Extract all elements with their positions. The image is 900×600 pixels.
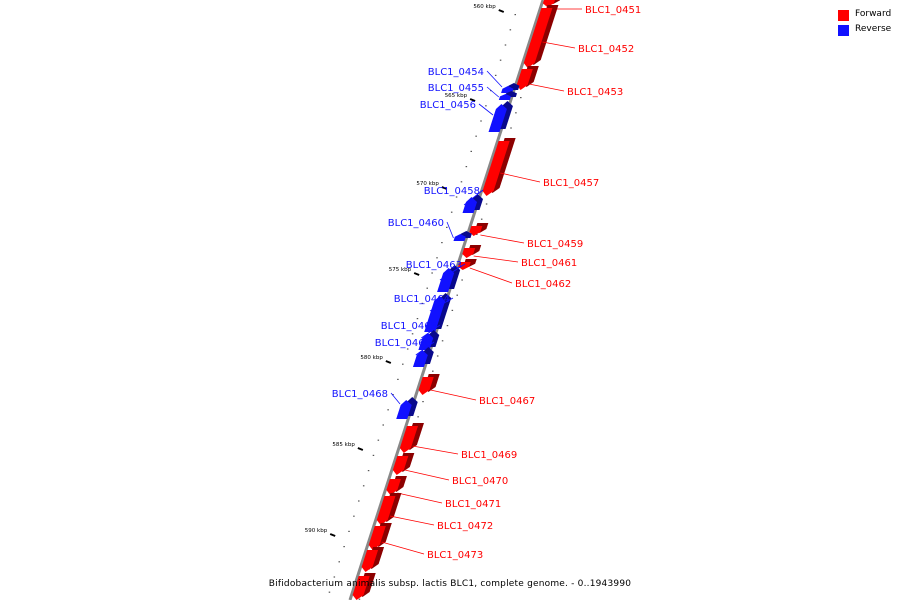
- tick-mark: [500, 60, 502, 61]
- tick-mark: [480, 120, 482, 121]
- tick-mark: [486, 203, 488, 204]
- legend-label-reverse: Reverse: [855, 24, 892, 34]
- tick-mark: [431, 272, 433, 273]
- reverse-swatch: [838, 25, 849, 36]
- tick-mark: [485, 105, 487, 106]
- gene-leader-line: [447, 222, 453, 238]
- tick-mark: [402, 364, 404, 365]
- gene-label: BLC1_0468: [331, 389, 388, 400]
- tick-mark: [505, 44, 507, 45]
- gene-label: BLC1_0465: [380, 321, 437, 332]
- gene-arrow-BLC1_0460: [388, 218, 472, 241]
- gene-leader-line: [397, 493, 442, 503]
- tick-mark: [343, 546, 345, 547]
- tick-mark: [461, 181, 463, 182]
- tick-mark: [447, 325, 449, 326]
- gene-arrow-BLC1_0458: [424, 186, 483, 213]
- scale-label: 560 kbp: [473, 4, 496, 10]
- gene-label: BLC1_0461: [521, 258, 578, 269]
- gene-label: BLC1_0457: [543, 178, 600, 189]
- scale-label: 570 kbp: [416, 181, 439, 187]
- legend-item-reverse: [838, 23, 900, 38]
- gene-label: BLC1_0452: [578, 44, 635, 55]
- gene-arrow-body: [462, 248, 475, 258]
- tick-mark: [446, 227, 448, 228]
- forward-swatch: [838, 10, 849, 21]
- gene-label: BLC1_0459: [527, 239, 584, 250]
- tick-mark: [470, 151, 472, 152]
- gene-arrow-BLC1_0467: [419, 374, 536, 407]
- tick-mark: [348, 531, 350, 532]
- gene-leader-line: [480, 235, 524, 243]
- gene-arrow-BLC1_0453: [517, 66, 624, 98]
- gene-leader-line: [405, 470, 449, 480]
- tick-mark: [461, 279, 463, 280]
- gene-label: BLC1_0467: [479, 396, 536, 407]
- tick-mark: [515, 112, 517, 113]
- gene-leader-line: [487, 87, 499, 97]
- scale-label: 565 kbp: [444, 93, 468, 99]
- scale-tick: [499, 10, 504, 12]
- gene-label: BLC1_0473: [427, 550, 484, 561]
- gene-label: BLC1_0455: [427, 83, 484, 94]
- gene-arrow-BLC1_0456: [420, 100, 513, 132]
- gene-arrow-BLC1_0459: [469, 223, 583, 250]
- gene-leader-line: [542, 42, 575, 48]
- gene-leader-line: [390, 516, 434, 525]
- tick-mark: [373, 455, 375, 456]
- tick-mark: [510, 29, 512, 30]
- tick-mark: [397, 379, 399, 380]
- tick-mark: [452, 310, 454, 311]
- tick-mark: [368, 470, 370, 471]
- tick-mark: [387, 409, 389, 410]
- gene-label: BLC1_0462: [515, 279, 572, 290]
- tick-mark: [456, 295, 458, 296]
- gene-arrow-BLC1_0451: [543, 0, 641, 16]
- tick-mark: [426, 288, 428, 289]
- gene-label: BLC1_0466: [374, 338, 431, 349]
- legend-item-forward: [838, 8, 900, 23]
- gene-leader-line: [413, 446, 458, 454]
- tick-mark: [520, 97, 522, 98]
- legend-label-forward: Forward: [855, 9, 892, 19]
- genome-caption: Bifidobacterium animalis subsp. lactis BLC1, complete genome. - 0..1943990: [268, 579, 632, 589]
- gene-leader-line: [500, 173, 540, 182]
- tick-mark: [378, 440, 380, 441]
- scale-tick: [358, 448, 363, 450]
- tick-mark: [466, 166, 468, 167]
- gene-label: BLC1_0463: [405, 260, 462, 271]
- gene-label: BLC1_0464: [393, 294, 450, 305]
- tick-mark: [436, 257, 438, 258]
- tick-mark: [437, 355, 439, 356]
- tick-mark: [334, 576, 336, 577]
- gene-label: BLC1_0458: [423, 186, 480, 197]
- scale-label: 575 kbp: [388, 267, 412, 273]
- tick-mark: [412, 333, 414, 334]
- gene-arrow-BLC1_0457: [483, 138, 600, 196]
- tick-mark: [422, 401, 424, 402]
- gene-label: BLC1_0451: [585, 5, 642, 16]
- gene-label: BLC1_0470: [452, 476, 509, 487]
- tick-mark: [495, 75, 497, 76]
- gene-label: BLC1_0453: [567, 87, 624, 98]
- scale-tick: [330, 534, 335, 536]
- gene-leader-line: [382, 542, 424, 554]
- scale-label: 585 kbp: [332, 442, 355, 448]
- gene-arrow-BLC1_0463: [406, 260, 465, 292]
- gene-label: BLC1_0472: [437, 521, 494, 532]
- scale-label: 590 kbp: [304, 528, 328, 534]
- gene-leader-line: [474, 256, 518, 262]
- tick-mark: [481, 219, 483, 220]
- gene-label: BLC1_0469: [461, 450, 518, 461]
- gene-leader-line: [487, 71, 502, 87]
- tick-mark: [451, 212, 453, 213]
- gene-label: BLC1_0454: [427, 67, 484, 78]
- tick-mark: [338, 561, 340, 562]
- scale-tick: [414, 273, 419, 275]
- gene-leader-line: [431, 390, 476, 400]
- legend: [838, 8, 900, 38]
- tick-mark: [382, 424, 384, 425]
- tick-mark: [358, 500, 360, 501]
- gene-arrow-BLC1_0466: [375, 338, 434, 367]
- tick-mark: [417, 416, 419, 417]
- scale-label: 580 kbp: [360, 355, 383, 361]
- tick-mark: [441, 242, 443, 243]
- gene-leader-line: [470, 268, 512, 283]
- gene-leader-line: [391, 393, 400, 404]
- tick-mark: [432, 371, 434, 372]
- gene-arrow-BLC1_0469: [400, 423, 517, 461]
- tick-mark: [417, 318, 419, 319]
- gene-label: BLC1_0471: [445, 499, 502, 510]
- tick-mark: [363, 485, 365, 486]
- gene-label: BLC1_0456: [419, 100, 476, 111]
- tick-mark: [442, 340, 444, 341]
- tick-mark: [514, 14, 516, 15]
- tick-mark: [510, 127, 512, 128]
- gene-leader-line: [529, 84, 564, 91]
- tick-mark: [475, 136, 477, 137]
- scale-tick: [386, 361, 391, 363]
- tick-mark: [353, 516, 355, 517]
- gene-label: BLC1_0460: [387, 218, 444, 229]
- tick-mark: [329, 592, 331, 593]
- gene-arrow-BLC1_0468: [332, 389, 418, 419]
